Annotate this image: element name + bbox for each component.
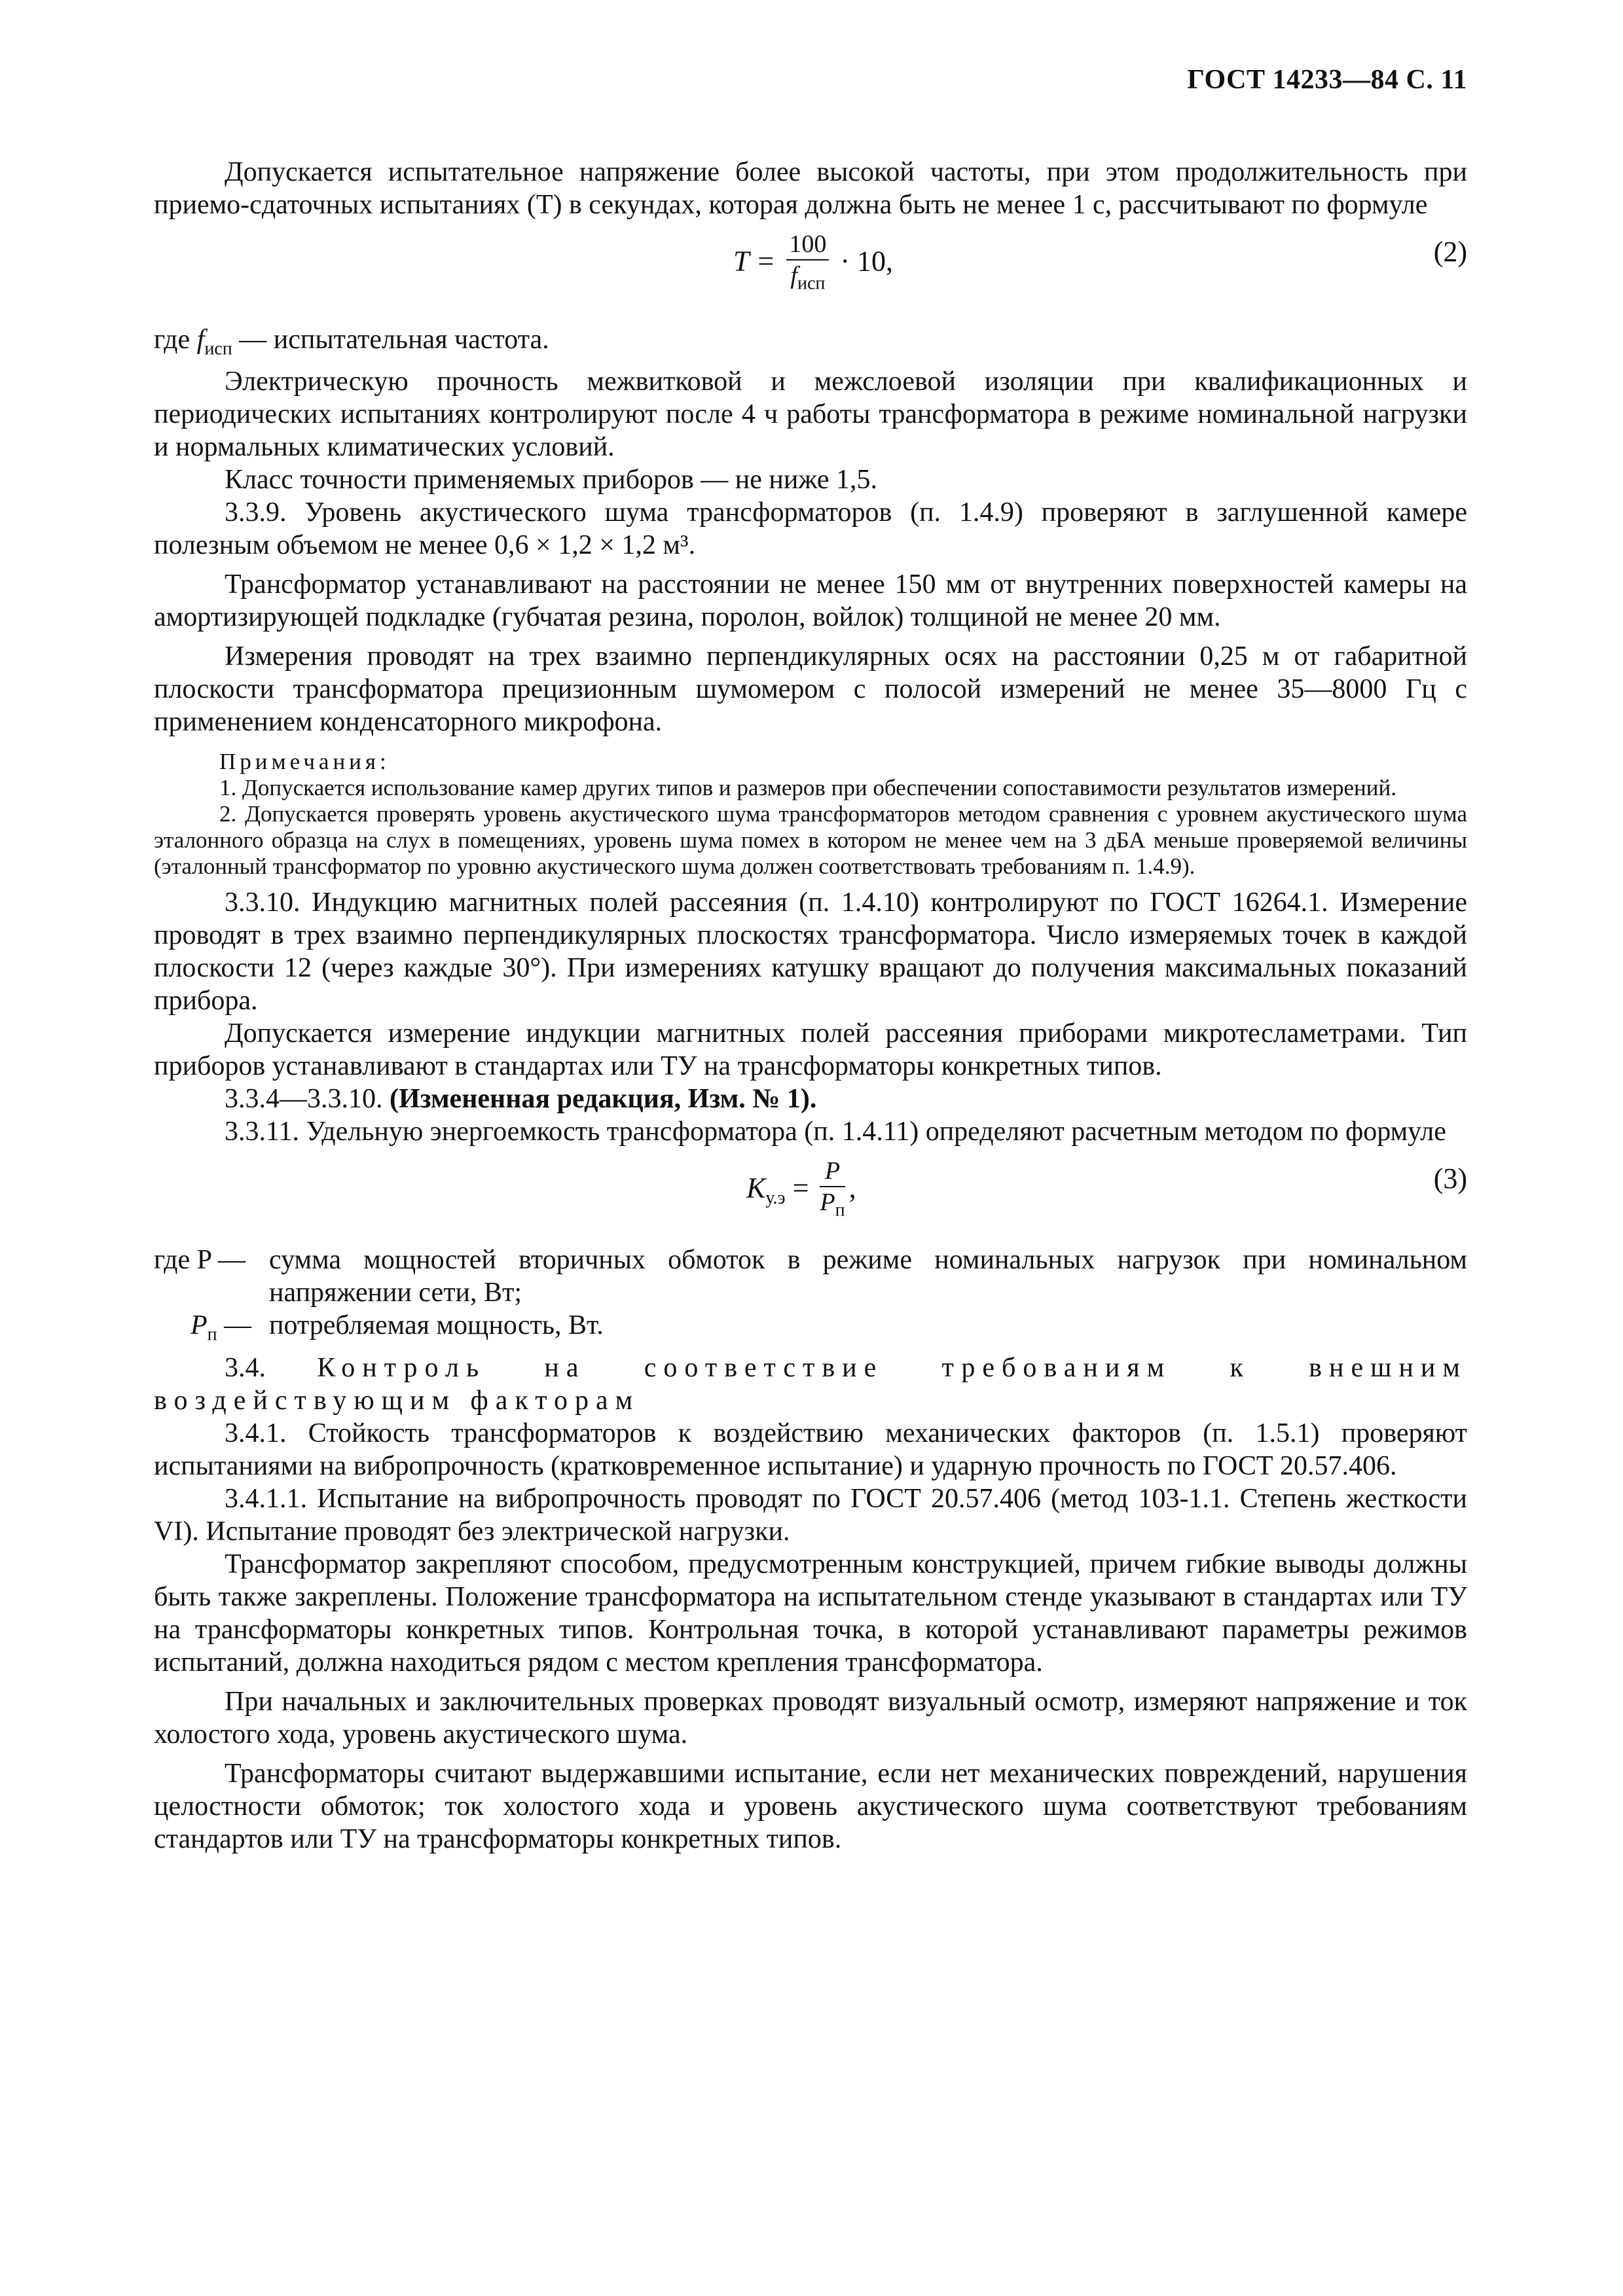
page-header: ГОСТ 14233—84 С. 11: [1187, 65, 1467, 95]
paragraph-amendment: 3.3.4—3.3.10. (Измененная редакция, Изм. № 1).: [225, 1084, 817, 1115]
page-content: [154, 156, 1467, 1856]
note-item-1: 1. Допускается использование камер других типов и размеров при обеспечении сопоставимости результатов измерений.: [219, 775, 1396, 801]
formula-3-expression: $K_{у.э}$ = $\frac{P}{P_п}$ ,: [746, 1156, 856, 1226]
notes-title: Примечания:: [219, 749, 390, 775]
paragraph-pass-criteria: Трансформаторы считают выдержавшими испытание, если нет механических повреждений, нарушения целостности обмоток; ток холостого хода и уровень акустического шума соответствуют требованиям стандартов или ТУ на трансформаторы конкретных типов.: [154, 1758, 1467, 1854]
formula-2: [154, 224, 1467, 322]
formula-2-lhs: T =: [733, 245, 776, 278]
paragraph-3-3-10: 3.3.10. Индукцию магнитных полей рассеяния (п. 1.4.10) контролируют по ГОСТ 16264.1. Измерение проводят в трех взаимно перпендикулярных плоскостях трансформатора. Число измеряемых точек в каждой плоскости 12 (через каждые 30°). При измерениях катушку вращают до получения максимальных показаний прибора.: [154, 888, 1467, 1016]
formula-2-expression: [733, 229, 893, 299]
where-desc-p: сумма мощностей вторичных обмоток в режиме номинальных нагрузок при номинальном напряжении сети, Вт;: [269, 1245, 1467, 1308]
where-term-pn: $P_п$ —: [191, 1310, 252, 1345]
where-row-p: [154, 1244, 1467, 1309]
where-term-p: где P —: [154, 1245, 246, 1276]
where-row-pn: [154, 1309, 1467, 1351]
paragraph-3-3-9: 3.3.9. Уровень акустического шума трансформаторов (п. 1.4.9) проверяют в заглушенной камере полезным объемом не менее 0,6 × 1,2 × 1,2 м³.: [154, 497, 1467, 561]
paragraph-mounting: Трансформатор закрепляют способом, предусмотренным конструкцией, причем гибкие выводы должны быть также закреплены. Положение трансформатора на испытательном стенде указывают в стандартах или ТУ на трансформаторы конкретных типов. Контрольная точка, в которой устанавливают параметры режимов испытаний, должна находиться рядом с местом крепления трансформатора.: [154, 1549, 1467, 1677]
where-f-isp: где $f_{исп}$ — испытательная частота.: [154, 325, 549, 359]
paragraph-3-4-1: 3.4.1. Стойкость трансформаторов к воздействию механических факторов (п. 1.5.1) проверяют испытаниями на вибропрочность (кратковременное испытание) и ударную прочность по ГОСТ 20.57.406.: [154, 1418, 1467, 1481]
formula-3-fraction: [820, 1156, 845, 1226]
formula-2-number: (2): [1433, 236, 1467, 268]
formula-2-rest: · 10,: [840, 245, 894, 278]
formula-3: [154, 1151, 1467, 1242]
formula-3-number: (3): [1433, 1162, 1467, 1195]
paragraph-microteslameters: Допускается измерение индукции магнитных полей рассеяния приборами микротесламетрами. Тип приборов устанавливают в стандартах или ТУ на трансформаторы конкретных типов.: [154, 1018, 1467, 1082]
notes-block: [154, 749, 1467, 880]
section-3-4-heading: 3.4. Контроль на соответствие требованиям к внешним воздействующим факторам: [154, 1352, 1467, 1416]
formula-3-numerator: P: [820, 1156, 845, 1187]
formula-2-numerator: 100: [786, 229, 829, 260]
paragraph-transformer-placement: Трансформатор устанавливают на расстоянии не менее 150 мм от внутренних поверхностей камеры на амортизирующей подкладке (губчатая резина, поролон, войлок) толщиной не менее 20 мм.: [154, 569, 1467, 633]
formula-2-fraction: [786, 229, 829, 299]
where-desc-pn: потребляемая мощность, Вт.: [269, 1310, 604, 1341]
paragraph-3-3-11: 3.3.11. Удельную энергоемкость трансформатора (п. 1.4.11) определяют расчетным методом по формуле: [225, 1117, 1446, 1147]
note-item-2: 2. Допускается проверять уровень акустического шума трансформаторов методом сравнения с уровнем акустического шума эталонного образца на слух в помещениях, уровень шума помех в котором не менее чем на 3 дБА меньше проверяемой величины (эталонный трансформатор по уровню акустического шума должен соответствовать требованиям п. 1.4.9).: [154, 801, 1467, 880]
formula-3-denominator: $P_п$: [820, 1189, 845, 1221]
paragraph-checks: При начальных и заключительных проверках проводят визуальный осмотр, измеряют напряжение и ток холостого хода, уровень акустического шума.: [154, 1686, 1467, 1749]
paragraph-test-voltage: Допускается испытательное напряжение более высокой частоты, при этом продолжительность при приемо-сдаточных испытаниях (T) в секундах, которая должна быть не менее 1 с, рассчитывают по формуле: [154, 157, 1467, 220]
paragraph-measurements: Измерения проводят на трех взаимно перпендикулярных осях на расстоянии 0,25 м от габаритной плоскости трансформатора прецизионным шумомером с полосой измерений не менее 35—8000 Гц с применением конденсаторного микрофона.: [154, 641, 1467, 738]
paragraph-electric-strength: Электрическую прочность межвитковой и межслоевой изоляции при квалификационных и периодических испытаниях контролируют после 4 ч работы трансформатора в режиме номинальной нагрузки и нормальных климатических условий.: [154, 367, 1467, 463]
paragraph-accuracy-class: Класс точности применяемых приборов — не ниже 1,5.: [225, 465, 877, 495]
paragraph-3-4-1-1: 3.4.1.1. Испытание на вибропрочность проводят по ГОСТ 20.57.406 (метод 103-1.1. Степень жесткости VI). Испытание проводят без электрической нагрузки.: [154, 1483, 1467, 1547]
formula-2-denominator: $f_{исп}$: [790, 262, 826, 294]
